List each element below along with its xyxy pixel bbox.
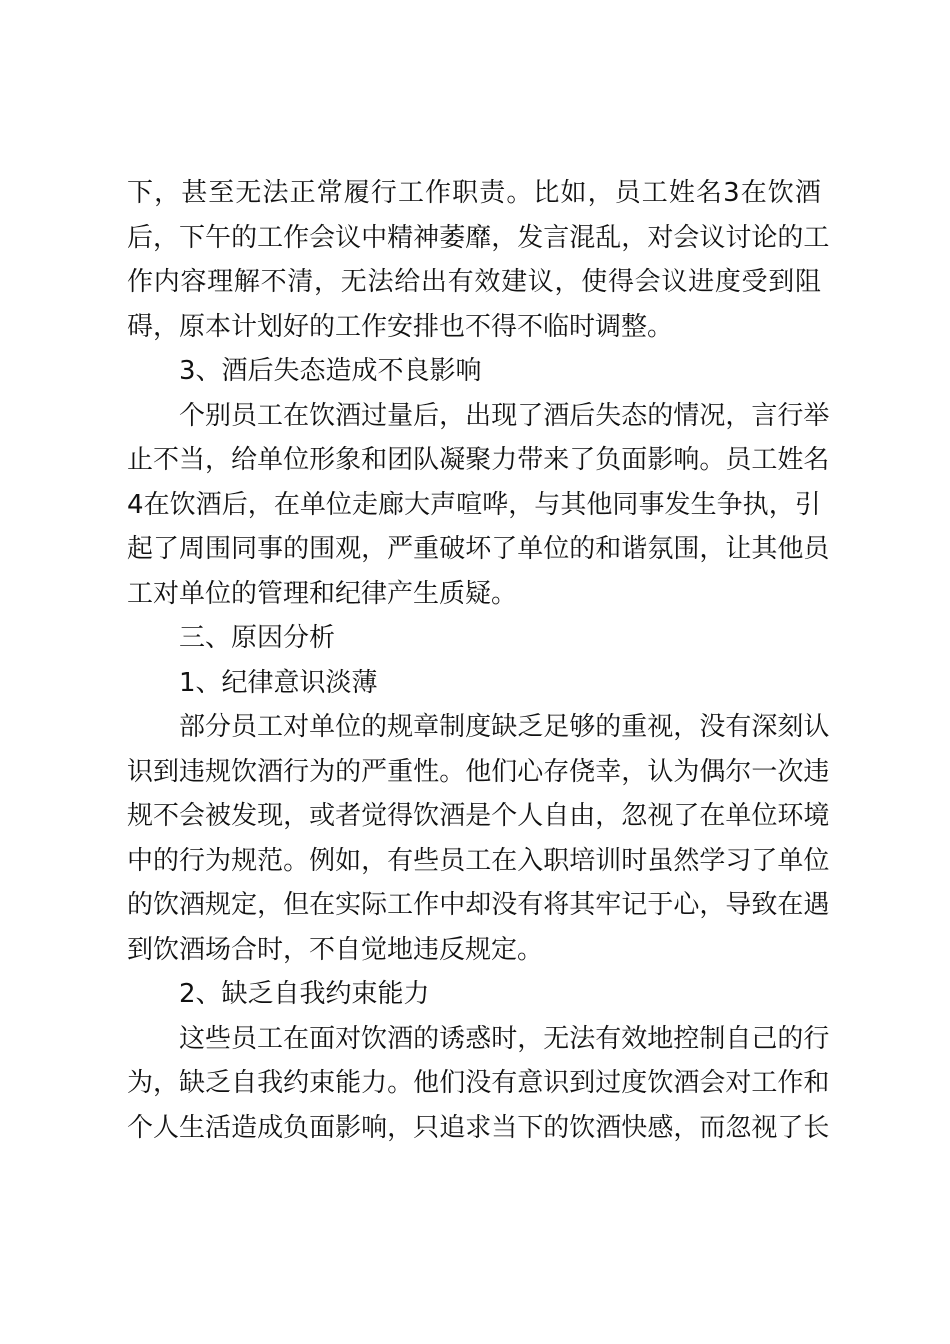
text-line: 下 ， 甚 至 无 法 正 常 履 行 工 作 职 责 。 比 如 ， 员 工 姓 名 3 在 饮 酒: [127, 178, 821, 208]
text-line: 个 别 员 工 在 饮 酒 过 量 后 ， 出 现 了 酒 后 失 态 的 情 况 ， 言 行 举: [179, 400, 830, 431]
text-line: 碍，原本计划好的工作安排也不得不临时调整。: [127, 311, 674, 342]
text-line: 4 在 饮 酒 后 ， 在 单 位 走 廊 大 声 喧 哗 ， 与 其 他 同 事 发 生 争 执 ， 引: [127, 489, 821, 520]
text-line: 工对单位的管理和纪律产生质疑。: [127, 578, 518, 609]
text-line: 止 不 当 ， 给 单 位 形 象 和 团 队 凝 聚 力 带 来 了 负 面 影 响 。 员 工 姓 名: [127, 445, 830, 475]
document-body: [127, 171, 830, 1150]
text-line: 3、酒后失态造成不良影响: [179, 356, 482, 386]
text-line: 为 ， 缺 乏 自 我 约 束 能 力 。 他 们 没 有 意 识 到 过 度 饮 酒 会 对 工 作 和: [127, 1068, 830, 1098]
text-line: 到饮酒场合时，不自觉地违反规定。: [127, 934, 544, 965]
text-line: 后 ， 下 午 的 工 作 会 议 中 精 神 萎 靡 ， 发 言 混 乱 ， 对 会 议 讨 论 的 工: [127, 222, 830, 253]
text-line: 1、纪律意识淡薄: [179, 667, 378, 698]
text-line: 起 了 周 围 同 事 的 围 观 ， 严 重 破 坏 了 单 位 的 和 谐 氛 围 ， 让 其 他 员: [127, 534, 830, 564]
text-line: 识 到 违 规 饮 酒 行 为 的 严 重 性 。 他 们 心 存 侥 幸 ， 认 为 偶 尔 一 次 违: [127, 756, 830, 787]
text-line: 这 些 员 工 在 面 对 饮 酒 的 诱 惑 时 ， 无 法 有 效 地 控 制 自 己 的 行: [179, 1023, 830, 1054]
text-line: 作 内 容 理 解 不 清 ， 无 法 给 出 有 效 建 议 ， 使 得 会 议 进 度 受 到 阻: [127, 267, 821, 297]
text-line: 三、原因分析: [179, 623, 336, 653]
text-line: 部 分 员 工 对 单 位 的 规 章 制 度 缺 乏 足 够 的 重 视 ， 没 有 深 刻 认: [179, 712, 830, 742]
text-line: 的 饮 酒 规 定 ， 但 在 实 际 工 作 中 却 没 有 将 其 牢 记 于 心 ， 导 致 在 遇: [127, 890, 830, 920]
text-line: 中 的 行 为 规 范 。 例 如 ， 有 些 员 工 在 入 职 培 训 时 虽 然 学 习 了 单 位: [127, 845, 830, 876]
text-line: 2、缺乏自我约束能力: [179, 979, 430, 1009]
text-line: 规 不 会 被 发 现 ， 或 者 觉 得 饮 酒 是 个 人 自 由 ， 忽 视 了 在 单 位 环 境: [127, 801, 830, 831]
text-line: 个 人 生 活 造 成 负 面 影 响 ， 只 追 求 当 下 的 饮 酒 快 感 ， 而 忽 视 了 长: [127, 1112, 830, 1143]
